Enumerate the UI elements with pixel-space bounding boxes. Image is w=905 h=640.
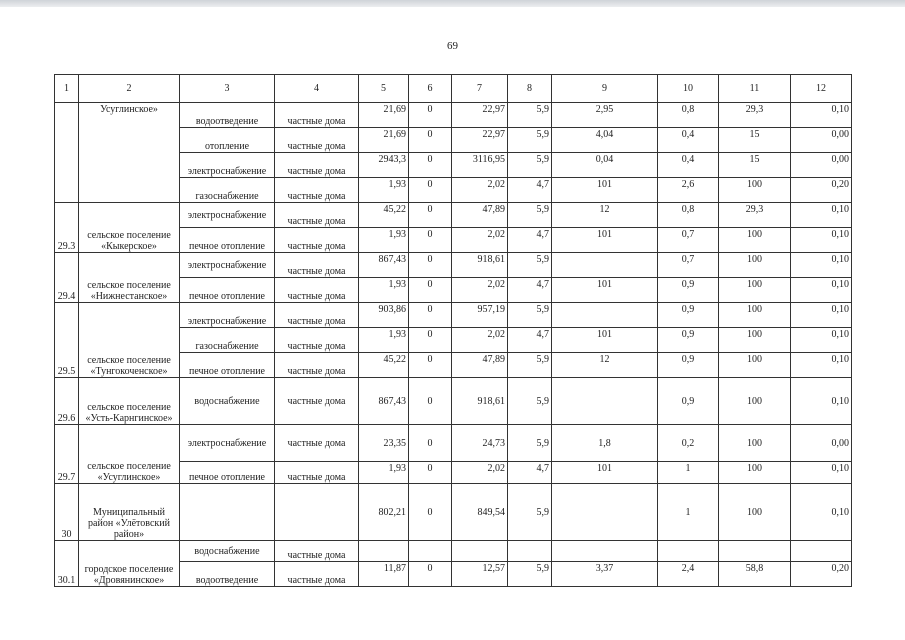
table-row: [55, 425, 852, 462]
value-cell: 0: [409, 462, 452, 484]
value-cell: 0: [409, 484, 452, 541]
value-cell: 100: [719, 228, 791, 253]
row-number: 29.3: [55, 203, 79, 253]
value-cell: 4,04: [552, 128, 658, 153]
value-cell: 100: [719, 378, 791, 425]
value-cell: 101: [552, 278, 658, 303]
value-cell: 0,8: [658, 103, 719, 128]
settlement-name: Усуглинское»: [79, 103, 180, 203]
table-row: [55, 203, 852, 228]
value-cell: [452, 541, 508, 562]
housing-type-cell: частные дома: [275, 303, 359, 328]
header-cell: 6: [409, 75, 452, 103]
service-cell: электроснабжение: [180, 303, 275, 328]
value-cell: 4,7: [508, 178, 552, 203]
value-cell: 0,10: [791, 103, 852, 128]
value-cell: 0,10: [791, 303, 852, 328]
value-cell: 47,89: [452, 203, 508, 228]
value-cell: 101: [552, 462, 658, 484]
value-cell: 0: [409, 178, 452, 203]
value-cell: 1,93: [359, 462, 409, 484]
header-cell: 2: [79, 75, 180, 103]
value-cell: 0,9: [658, 378, 719, 425]
service-cell: печное отопление: [180, 228, 275, 253]
value-cell: 0,10: [791, 328, 852, 353]
value-cell: 0: [409, 328, 452, 353]
value-cell: 22,97: [452, 128, 508, 153]
header-cell: 3: [180, 75, 275, 103]
value-cell: 12,57: [452, 562, 508, 587]
value-cell: [552, 303, 658, 328]
value-cell: 0,10: [791, 253, 852, 278]
table-row: [55, 378, 852, 425]
value-cell: 100: [719, 462, 791, 484]
value-cell: 100: [719, 278, 791, 303]
value-cell: 0,8: [658, 203, 719, 228]
service-cell: [180, 484, 275, 541]
header-row: [55, 75, 852, 103]
value-cell: 0: [409, 253, 452, 278]
value-cell: 0,00: [791, 425, 852, 462]
value-cell: 0,10: [791, 278, 852, 303]
value-cell: 0: [409, 203, 452, 228]
service-cell: электроснабжение: [180, 425, 275, 462]
value-cell: 1,93: [359, 328, 409, 353]
tariff-table: [54, 74, 852, 587]
value-cell: 5,9: [508, 425, 552, 462]
page-number: 69: [447, 40, 458, 52]
value-cell: 903,86: [359, 303, 409, 328]
value-cell: 47,89: [452, 353, 508, 378]
value-cell: [791, 541, 852, 562]
service-cell: водоснабжение: [180, 541, 275, 562]
value-cell: 5,9: [508, 103, 552, 128]
table-row: [55, 541, 852, 562]
value-cell: [552, 253, 658, 278]
service-cell: печное отопление: [180, 462, 275, 484]
header-cell: 8: [508, 75, 552, 103]
value-cell: 5,9: [508, 378, 552, 425]
value-cell: 0: [409, 353, 452, 378]
value-cell: 0: [409, 153, 452, 178]
value-cell: 29,3: [719, 203, 791, 228]
value-cell: 100: [719, 253, 791, 278]
settlement-name: сельское поселение «Усуглинское»: [79, 425, 180, 484]
value-cell: 0,10: [791, 462, 852, 484]
value-cell: 5,9: [508, 484, 552, 541]
housing-type-cell: частные дома: [275, 425, 359, 462]
value-cell: 918,61: [452, 253, 508, 278]
value-cell: 15: [719, 128, 791, 153]
value-cell: 100: [719, 353, 791, 378]
value-cell: 1,8: [552, 425, 658, 462]
value-cell: 24,73: [452, 425, 508, 462]
value-cell: 0,10: [791, 353, 852, 378]
value-cell: 5,9: [508, 353, 552, 378]
value-cell: 11,87: [359, 562, 409, 587]
table-row: [55, 484, 852, 541]
table-row: [55, 253, 852, 278]
value-cell: 2,02: [452, 328, 508, 353]
housing-type-cell: частные дома: [275, 328, 359, 353]
value-cell: 0,10: [791, 228, 852, 253]
top-edge-bar: [0, 0, 905, 7]
value-cell: 0,9: [658, 328, 719, 353]
value-cell: 2,02: [452, 462, 508, 484]
settlement-name: сельское поселение «Нижнестанское»: [79, 253, 180, 303]
value-cell: 1,93: [359, 178, 409, 203]
value-cell: [658, 541, 719, 562]
housing-type-cell: частные дома: [275, 128, 359, 153]
service-cell: газоснабжение: [180, 328, 275, 353]
header-cell: 10: [658, 75, 719, 103]
value-cell: 0: [409, 278, 452, 303]
housing-type-cell: частные дома: [275, 203, 359, 228]
value-cell: 867,43: [359, 378, 409, 425]
value-cell: 5,9: [508, 303, 552, 328]
value-cell: 15: [719, 153, 791, 178]
header-cell: 11: [719, 75, 791, 103]
value-cell: 100: [719, 328, 791, 353]
value-cell: 0,20: [791, 178, 852, 203]
value-cell: 0,20: [791, 562, 852, 587]
value-cell: 2943,3: [359, 153, 409, 178]
service-cell: водоотведение: [180, 562, 275, 587]
value-cell: 0,04: [552, 153, 658, 178]
housing-type-cell: частные дома: [275, 228, 359, 253]
value-cell: 2,4: [658, 562, 719, 587]
value-cell: [552, 378, 658, 425]
service-cell: газоснабжение: [180, 178, 275, 203]
value-cell: 2,95: [552, 103, 658, 128]
value-cell: 5,9: [508, 128, 552, 153]
value-cell: 5,9: [508, 253, 552, 278]
housing-type-cell: частные дома: [275, 378, 359, 425]
value-cell: 100: [719, 303, 791, 328]
value-cell: 3116,95: [452, 153, 508, 178]
value-cell: 12: [552, 203, 658, 228]
housing-type-cell: частные дома: [275, 541, 359, 562]
settlement-name: сельское поселение «Кыкерское»: [79, 203, 180, 253]
header-cell: 5: [359, 75, 409, 103]
value-cell: [409, 541, 452, 562]
value-cell: 5,9: [508, 153, 552, 178]
value-cell: 0: [409, 303, 452, 328]
value-cell: 0,9: [658, 303, 719, 328]
header-cell: 9: [552, 75, 658, 103]
value-cell: 2,02: [452, 228, 508, 253]
value-cell: 23,35: [359, 425, 409, 462]
value-cell: 957,19: [452, 303, 508, 328]
row-number: 29.7: [55, 425, 79, 484]
service-cell: электроснабжение: [180, 203, 275, 228]
header-cell: 1: [55, 75, 79, 103]
value-cell: [719, 541, 791, 562]
value-cell: 0,7: [658, 228, 719, 253]
value-cell: 5,9: [508, 562, 552, 587]
value-cell: 867,43: [359, 253, 409, 278]
service-cell: печное отопление: [180, 278, 275, 303]
value-cell: 1: [658, 462, 719, 484]
value-cell: 0: [409, 228, 452, 253]
value-cell: 4,7: [508, 462, 552, 484]
row-number: 29.6: [55, 378, 79, 425]
housing-type-cell: [275, 484, 359, 541]
value-cell: 1: [658, 484, 719, 541]
value-cell: 4,7: [508, 228, 552, 253]
value-cell: 4,7: [508, 328, 552, 353]
value-cell: 0: [409, 378, 452, 425]
value-cell: [552, 541, 658, 562]
value-cell: [359, 541, 409, 562]
value-cell: 45,22: [359, 353, 409, 378]
housing-type-cell: частные дома: [275, 103, 359, 128]
value-cell: 0,10: [791, 378, 852, 425]
value-cell: 1,93: [359, 228, 409, 253]
value-cell: 5,9: [508, 203, 552, 228]
value-cell: 2,02: [452, 178, 508, 203]
value-cell: 0,00: [791, 153, 852, 178]
value-cell: 101: [552, 178, 658, 203]
value-cell: 0,00: [791, 128, 852, 153]
value-cell: 0,7: [658, 253, 719, 278]
value-cell: 918,61: [452, 378, 508, 425]
value-cell: 849,54: [452, 484, 508, 541]
district-name: Муниципальный район «Улётовский район»: [79, 484, 180, 541]
housing-type-cell: частные дома: [275, 562, 359, 587]
value-cell: 100: [719, 425, 791, 462]
settlement-name: сельское поселение «Тунгокоченское»: [79, 303, 180, 378]
housing-type-cell: частные дома: [275, 278, 359, 303]
row-number: [55, 103, 79, 203]
value-cell: 22,97: [452, 103, 508, 128]
header-cell: 7: [452, 75, 508, 103]
service-cell: печное отопление: [180, 353, 275, 378]
service-cell: электроснабжение: [180, 253, 275, 278]
table-row: [55, 103, 852, 128]
value-cell: 12: [552, 353, 658, 378]
housing-type-cell: частные дома: [275, 462, 359, 484]
value-cell: 101: [552, 328, 658, 353]
row-number: 30: [55, 484, 79, 541]
value-cell: 0: [409, 103, 452, 128]
value-cell: 0,2: [658, 425, 719, 462]
value-cell: 0,4: [658, 128, 719, 153]
row-number: 29.5: [55, 303, 79, 378]
housing-type-cell: частные дома: [275, 253, 359, 278]
value-cell: 45,22: [359, 203, 409, 228]
value-cell: 21,69: [359, 103, 409, 128]
value-cell: 0,4: [658, 153, 719, 178]
value-cell: 21,69: [359, 128, 409, 153]
value-cell: 2,6: [658, 178, 719, 203]
value-cell: 2,02: [452, 278, 508, 303]
value-cell: 802,21: [359, 484, 409, 541]
housing-type-cell: частные дома: [275, 353, 359, 378]
value-cell: 58,8: [719, 562, 791, 587]
settlement-name: городское поселение «Дровянинское»: [79, 541, 180, 587]
value-cell: 0,9: [658, 278, 719, 303]
service-cell: водоотведение: [180, 103, 275, 128]
header-cell: 12: [791, 75, 852, 103]
value-cell: 0: [409, 562, 452, 587]
value-cell: 0,9: [658, 353, 719, 378]
housing-type-cell: частные дома: [275, 153, 359, 178]
service-cell: электроснабжение: [180, 153, 275, 178]
settlement-name: сельское поселение «Усть-Карнгинское»: [79, 378, 180, 425]
header-cell: 4: [275, 75, 359, 103]
value-cell: [508, 541, 552, 562]
table-row: [55, 303, 852, 328]
value-cell: 3,37: [552, 562, 658, 587]
value-cell: 0: [409, 425, 452, 462]
value-cell: 101: [552, 228, 658, 253]
row-number: 29.4: [55, 253, 79, 303]
value-cell: 0,10: [791, 203, 852, 228]
value-cell: 100: [719, 484, 791, 541]
row-number: 30.1: [55, 541, 79, 587]
value-cell: [552, 484, 658, 541]
housing-type-cell: частные дома: [275, 178, 359, 203]
value-cell: 0,10: [791, 484, 852, 541]
service-cell: отопление: [180, 128, 275, 153]
service-cell: водоснабжение: [180, 378, 275, 425]
value-cell: 1,93: [359, 278, 409, 303]
value-cell: 0: [409, 128, 452, 153]
value-cell: 100: [719, 178, 791, 203]
value-cell: 4,7: [508, 278, 552, 303]
value-cell: 29,3: [719, 103, 791, 128]
